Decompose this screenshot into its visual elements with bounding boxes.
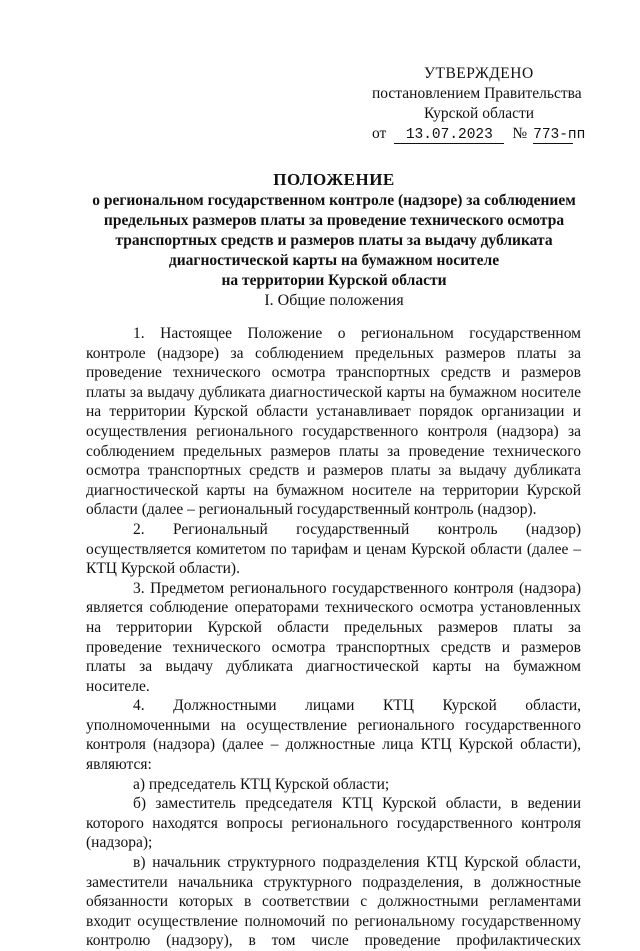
list-item-b: б) заместитель председателя КТЦ Курской области, в ведении которого находятся вопросы регионального государственного контроля (надзора);	[86, 795, 581, 852]
document-title: ПОЛОЖЕНИЕ	[273, 170, 395, 189]
approval-date-row	[372, 124, 612, 144]
approval-number-sign: №	[512, 125, 528, 142]
paragraph-2: 2. Региональный государственный контроль (надзор) осуществляется комитетом по тарифам и ценам Курской области (далее – КТЦ Курской области).	[86, 520, 581, 578]
document-title-block	[84, 170, 584, 291]
subtitle-line: о региональном государственном контроле (надзоре) за соблюдением	[92, 192, 576, 209]
subtitle-line: диагностической карты на бумажном носителе	[168, 252, 500, 269]
list-item-v: в) начальник структурного подразделения КТЦ Курской области, заместители начальника структурного подразделения, в должностные обязанности которых в соответствии с должностными регламентами входит осуществление полномочий по региональному государственному контролю (надзору), в том числе проведение профилактических	[86, 854, 581, 950]
approval-line-2: Курской области	[424, 105, 535, 122]
approval-number: 773-пп	[533, 127, 586, 143]
paragraph-3: 3. Предметом регионального государственного контроля (надзора) является соблюдение операторами технического осмотра установленных на территории Курской области предельных размеров платы за проведение технического осмотра транспортных средств и размеров платы за выдачу дубликата диагностической карты на бумажном носителе.	[86, 579, 581, 695]
paragraph-4: 4. Должностными лицами КТЦ Курской области, уполномоченными на осуществление регионального государственного контроля (надзора) (далее – должностные лица КТЦ Курской области), являются:	[86, 697, 581, 774]
subtitle-line: транспортных средств и размеров платы за выдачу дубликата	[115, 232, 553, 249]
approval-title: УТВЕРЖДЕНО	[424, 65, 534, 82]
subtitle-line: на территории Курской области	[221, 272, 447, 289]
paragraph-1: 1. Настоящее Положение о региональном государственном контроле (надзоре) за соблюдением предельных размеров платы за проведение технического осмотра транспортных средств и размеров платы за выдачу дубликата диагностической карты на бумажном носителе на территории Курской области устанавливает порядок организации и осуществления регионального государственного контроля (надзора) за соблюдением предельных размеров платы за проведение технического осмотра транспортных средств и размеров платы за выдачу дубликата диагностической карты на бумажном носителе на территории Курской области (далее – региональный государственный контроль (надзор).	[86, 325, 581, 519]
approval-stamp	[372, 64, 612, 144]
subtitle-line: предельных размеров платы за проведение технического осмотра	[103, 212, 565, 229]
list-item-a: а) председатель КТЦ Курской области;	[133, 775, 390, 793]
approval-line-1: постановлением Правительства	[372, 85, 582, 102]
section-heading: I. Общие положения	[264, 292, 404, 309]
document-body	[86, 324, 581, 950]
approval-date-prefix: от	[372, 125, 387, 142]
approval-date: 13.07.2023	[394, 127, 504, 144]
